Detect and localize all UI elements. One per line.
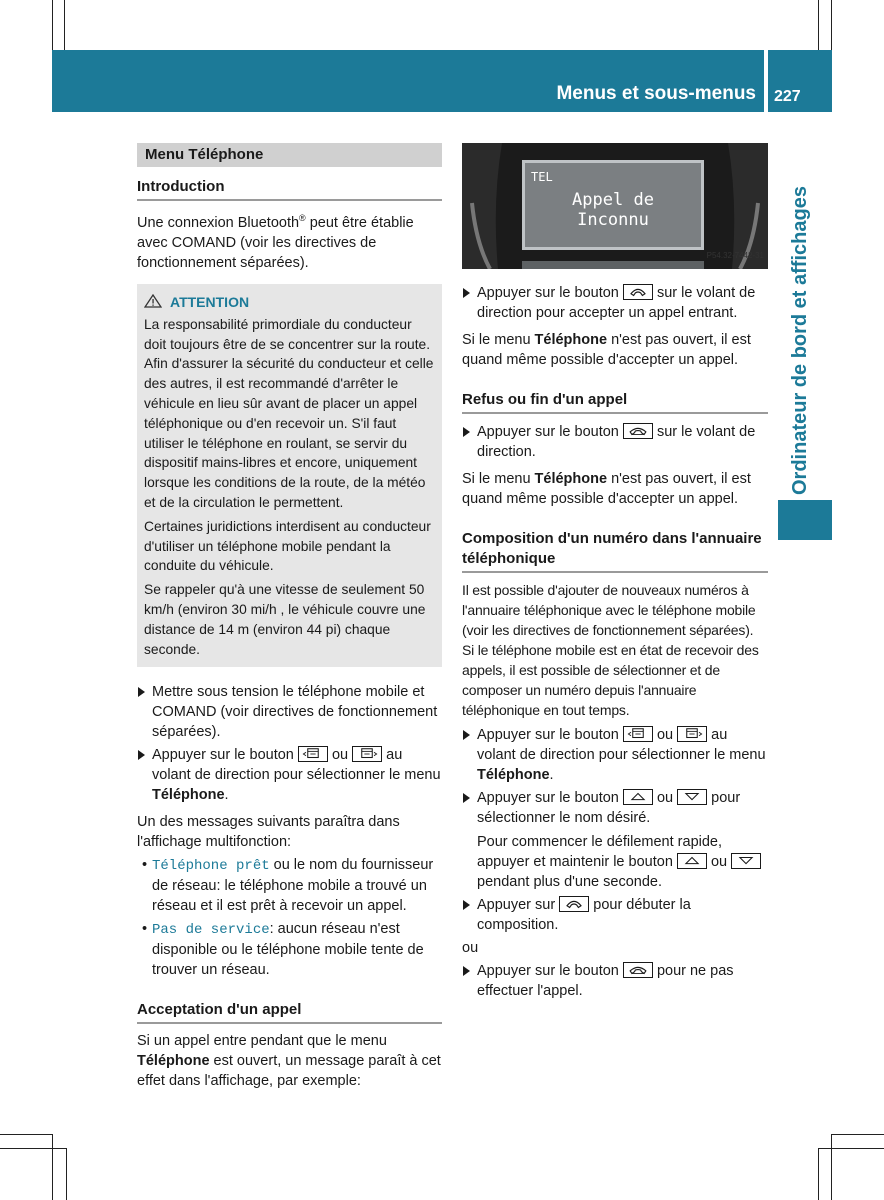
instruction-step: Appuyer sur le bouton ou au volant de direction pour sélectionner le menu Téléphone. (137, 745, 442, 805)
crop-mark (818, 1148, 819, 1200)
lcd-tag: TEL (531, 170, 553, 184)
phone-menu-left-button-icon (623, 726, 653, 742)
note-paragraph: Si le menu Téléphone n'est pas ouvert, il est quand même possible d'accepter un appel. (462, 332, 751, 368)
accept-call-button-icon (559, 896, 589, 912)
side-tab-marker (778, 500, 832, 540)
dial-paragraph: Il est possible d'ajouter de nouveaux numéros à l'annuaire téléphonique avec le téléphone mobile (voir les directives de fonctionnement séparées). Si le téléphone mobile est en état de recevoir des appels, il est possible de sélectionner et de composer un numéro depuis l'annuaire téléphonique en tout temps. (462, 582, 759, 718)
crop-mark (66, 1148, 67, 1200)
intro-paragraph: Une connexion Bluetooth® peut être établie avec COMAND (voir les directives de fonctionnement séparées). (137, 213, 414, 271)
lcd-screen (522, 160, 704, 250)
crop-mark (0, 1134, 52, 1135)
note-paragraph: Pour commencer le défilement rapide, appuyer et maintenir le bouton ou pendant plus d'une seconde. (462, 832, 768, 892)
column-right (462, 143, 768, 1001)
crop-mark (831, 1134, 832, 1200)
instruction-step: Appuyer sur le bouton sur le volant de direction pour accepter un appel entrant. (462, 283, 768, 323)
crop-mark (64, 0, 65, 50)
messages-intro: Un des messages suivants paraîtra dans l'affichage multifonction: (137, 814, 400, 851)
scroll-up-button-icon (677, 853, 707, 869)
crop-mark (831, 0, 832, 50)
side-tab-text: Ordinateur de bord et affichages (789, 186, 811, 495)
section-heading-reject: Refus ou fin d'un appel (462, 390, 768, 414)
display-message-no-service: Pas de service (152, 922, 270, 939)
warning-paragraph: Se rappeler qu'à une vitesse de seulement 50 km/h (environ 30 mi/h , le véhicule couvre une distance de 14 m (environ 44 pi) chaque seconde. (144, 582, 426, 657)
section-heading-intro: Introduction (137, 177, 442, 201)
crop-mark (831, 1134, 884, 1135)
end-call-button-icon (623, 962, 653, 978)
column-left (137, 143, 442, 1091)
warning-box (137, 284, 442, 668)
page-title: Menus et sous-menus (556, 83, 756, 104)
list-item: • Téléphone prêt ou le nom du fournisseur de réseau: le téléphone mobile a trouvé un réseau et il est prêt à recevoir un appel. (142, 857, 434, 915)
section-heading-dial: Composition d'un numéro dans l'annuaire téléphonique (462, 529, 768, 573)
multifunction-display-figure (462, 143, 768, 269)
or-text: ou (462, 940, 479, 956)
instruction-step: Appuyer sur pour débuter la composition. (462, 895, 768, 935)
crop-mark (818, 0, 819, 50)
phone-menu-right-button-icon (677, 726, 707, 742)
lcd-line: Inconnu (577, 210, 649, 230)
warning-triangle-icon (144, 294, 162, 308)
scroll-down-button-icon (677, 789, 707, 805)
menu-bar-title: Menu Téléphone (137, 143, 442, 167)
page-number: 227 (774, 88, 801, 105)
page-number-box (768, 50, 832, 112)
display-message-ready: Téléphone prêt (152, 858, 270, 875)
crop-mark (52, 1134, 53, 1200)
crop-mark (818, 1148, 884, 1149)
phone-menu-right-button-icon (352, 746, 382, 762)
scroll-down-button-icon (731, 853, 761, 869)
accept-paragraph: Si un appel entre pendant que le menu Téléphone est ouvert, un message paraît à cet effet dans l'affichage, par exemple: (137, 1033, 441, 1090)
instruction-step: Appuyer sur le bouton ou pour sélectionner le nom désiré. (462, 788, 768, 828)
side-tab (776, 150, 824, 495)
accept-call-button-icon (623, 284, 653, 300)
page-header (52, 50, 764, 112)
instruction-step: Appuyer sur le bouton pour ne pas effectuer l'appel. (462, 961, 768, 1001)
instruction-step: Appuyer sur le bouton sur le volant de direction. (462, 422, 768, 462)
lcd-line: Appel de (572, 190, 654, 210)
instruction-step: Mettre sous tension le téléphone mobile et COMAND (voir directives de fonctionnement séparées). (137, 682, 442, 742)
list-item: • Pas de service: aucun réseau n'est disponible ou le téléphone mobile tente de trouver un réseau. (142, 921, 424, 979)
section-heading-accept: Acceptation d'un appel (137, 1000, 442, 1024)
scroll-up-button-icon (623, 789, 653, 805)
phone-menu-left-button-icon (298, 746, 328, 762)
warning-title: ATTENTION (144, 292, 435, 312)
crop-mark (0, 1148, 66, 1149)
warning-paragraph: Certaines juridictions interdisent au conducteur d'utiliser un téléphone mobile pendant la conduite du véhicule. (144, 518, 431, 574)
figure-code: P54.32-7442-31 (706, 251, 764, 260)
end-call-button-icon (623, 423, 653, 439)
warning-paragraph: La responsabilité primordiale du conducteur doit toujours être de se concentrer sur la route. Afin d'assurer la sécurité du conducteur et celle des autres, il est recommandé d'arrêter le véhicule en lieu sûr avant de placer un appel téléphonique ou d'en recevoir un. S'il faut utiliser le téléphone en roulant, se servir du dispositif mains-libres et encore, uniquement lorsque les conditions de la route, de la météo et de la circulation le permettent. (144, 316, 434, 510)
crop-mark (52, 0, 53, 50)
note-paragraph: Si le menu Téléphone n'est pas ouvert, il est quand même possible d'accepter un appel. (462, 471, 751, 507)
instruction-step: Appuyer sur le bouton ou au volant de direction pour sélectionner le menu Téléphone. (462, 725, 768, 785)
